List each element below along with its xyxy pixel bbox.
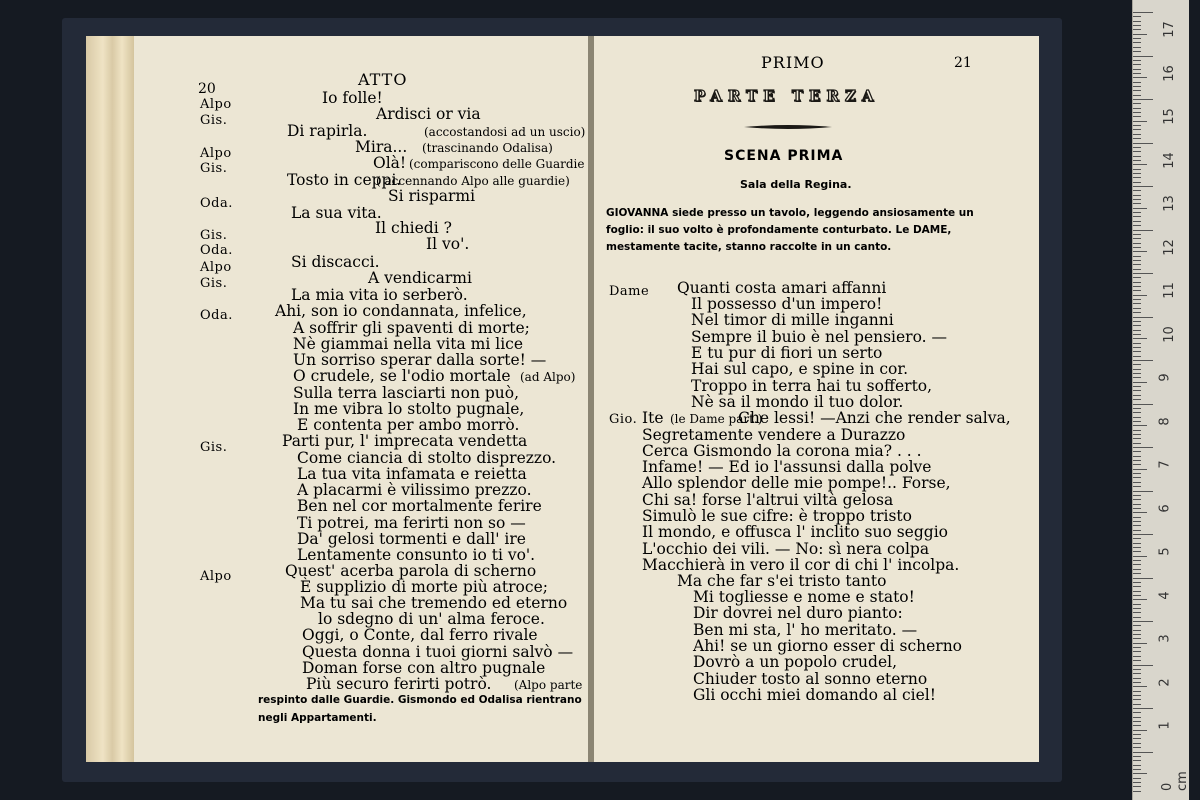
ruler-tick [1133, 330, 1141, 331]
ruler-tick [1133, 112, 1141, 113]
ruler-tick [1133, 486, 1141, 487]
scene-setting: Sala della Regina. [740, 178, 852, 191]
left-page-number: 20 [198, 81, 216, 97]
ruler-tick [1133, 425, 1147, 426]
verse-line: Ma tu sai che tremendo ed eterno [300, 594, 568, 612]
verse-line: Doman forse con altro pugnale [302, 659, 546, 677]
verse-line: Nè giammai nella vita mi lice [293, 335, 524, 353]
ruler-tick [1133, 299, 1141, 300]
ruler-tick [1133, 447, 1153, 448]
verse-line: L'occhio dei vili. — No: sì nera colpa [642, 540, 930, 558]
ruler-number: 6 [1157, 503, 1173, 513]
ruler-tick [1133, 260, 1141, 261]
scene-title: SCENA PRIMA [724, 148, 844, 164]
verse-line: Ben nel cor mortalmente ferire [297, 497, 542, 515]
verse-line: Infame! — Ed io l'assunsi dalla polve [642, 458, 932, 476]
ruler-tick [1133, 125, 1141, 126]
ruler-tick [1133, 469, 1147, 470]
ruler-tick [1133, 691, 1141, 692]
verse-line: Che lessi! —Anzi che render salva, [738, 409, 1011, 427]
ruler-tick [1133, 721, 1141, 722]
ruler-tick [1133, 421, 1141, 422]
ruler-tick [1133, 212, 1141, 213]
ruler-tick [1133, 286, 1141, 287]
ruler-tick [1133, 769, 1141, 770]
ruler-tick [1133, 90, 1141, 91]
ruler-tick [1133, 747, 1141, 748]
ruler-number: 9 [1157, 373, 1173, 382]
ruler-tick [1133, 151, 1141, 152]
ruler-tick [1133, 464, 1141, 465]
ruler-tick [1133, 773, 1147, 774]
ruler-tick [1133, 51, 1141, 52]
verse-line: Tosto in ceppi. [287, 171, 402, 189]
ruler-tick [1133, 42, 1141, 43]
ruler-tick [1133, 325, 1141, 326]
ruler-tick [1133, 669, 1141, 670]
ruler-number: 8 [1157, 416, 1173, 426]
ruler-tick [1133, 269, 1141, 270]
ruler-tick [1133, 530, 1141, 531]
ruler-tick [1133, 443, 1141, 444]
ruler-tick [1133, 338, 1147, 339]
measuring-ruler [1132, 0, 1189, 800]
ruler-tick [1133, 612, 1141, 613]
ruler-tick [1133, 752, 1153, 753]
verse-line: Ti potrei, ma ferirti non so — [297, 514, 526, 532]
ruler-tick [1133, 69, 1141, 70]
ruler-tick [1133, 665, 1153, 666]
ruler-tick [1133, 512, 1147, 513]
ruler-tick [1133, 643, 1147, 644]
stage-direction: (compariscono delle Guardie [409, 157, 585, 171]
ruler-tick [1133, 334, 1141, 335]
ruler-tick [1133, 134, 1141, 135]
ruler-tick [1133, 186, 1153, 187]
verse-line: Nè sa il mondo il tuo dolor. [691, 393, 904, 411]
verse-line: Sulla terra lasciarti non può, [293, 384, 520, 402]
ruler-number: 15 [1161, 108, 1177, 125]
verse-line: Parti pur, l' imprecata vendetta [282, 432, 528, 450]
verse-line: O crudele, se l'odio mortale [293, 367, 511, 385]
ruler-tick [1133, 451, 1141, 452]
verse-line: Hai sul capo, e spine in cor. [691, 360, 909, 378]
ornament-rule [742, 122, 834, 132]
verse-line: Allo splendor delle mie pompe!.. Forse, [642, 474, 951, 492]
ruler-tick [1133, 347, 1141, 348]
ruler-tick [1133, 647, 1141, 648]
verse-line: Simulò le sue cifre: è troppo tristo [642, 507, 912, 525]
ruler-tick [1133, 364, 1141, 365]
ruler-number: 14 [1161, 151, 1177, 169]
ruler-tick [1133, 164, 1147, 165]
verse-line: Un sorriso sperar dalla sorte! — [293, 351, 547, 369]
ruler-tick [1133, 360, 1153, 361]
verse-line: Gli occhi miei domando al ciel! [693, 686, 936, 704]
speaker-label: Gis. [200, 228, 228, 243]
ruler-tick [1133, 456, 1141, 457]
speaker-label: Oda. [200, 308, 233, 323]
ruler-tick [1133, 121, 1147, 122]
ruler-tick [1133, 12, 1153, 13]
ruler-tick [1133, 408, 1141, 409]
ruler-tick [1133, 247, 1141, 248]
ruler-tick [1133, 699, 1141, 700]
ruler-tick [1133, 277, 1141, 278]
ruler-tick [1133, 599, 1147, 600]
verse-line: Il possesso d'un impero! [691, 295, 883, 313]
ruler-tick [1133, 77, 1147, 78]
ruler-tick [1133, 491, 1153, 492]
ruler-tick [1133, 399, 1141, 400]
ruler-tick [1133, 395, 1141, 396]
verse-line: La mia vita io serberò. [291, 286, 468, 304]
verse-line: La tua vita infamata e reietta [297, 465, 527, 483]
ruler-tick [1133, 460, 1141, 461]
ruler-tick [1133, 695, 1141, 696]
verse-line: Il chiedi ? [375, 219, 452, 237]
speaker-label: Gis. [200, 113, 228, 128]
ruler-tick [1133, 29, 1141, 30]
ruler-tick [1133, 216, 1141, 217]
ruler-tick [1133, 156, 1141, 157]
ruler-tick [1133, 438, 1141, 439]
ruler-tick [1133, 230, 1153, 231]
stage-direction: ( accennando Alpo alle guardie) [376, 174, 570, 188]
ruler-tick [1133, 560, 1141, 561]
ruler-tick [1133, 495, 1141, 496]
ruler-tick [1133, 251, 1147, 252]
ruler-tick [1133, 373, 1141, 374]
verse-line: Mi togliesse e nome e stato! [693, 588, 915, 606]
ruler-tick [1133, 551, 1141, 552]
ruler-tick [1133, 717, 1141, 718]
ruler-tick [1133, 547, 1141, 548]
ruler-tick [1133, 578, 1153, 579]
verse-line: A placarmi è vilissimo prezzo. [297, 481, 532, 499]
ruler-tick [1133, 99, 1153, 100]
right-page-number: 21 [954, 55, 972, 71]
ruler-tick [1133, 682, 1141, 683]
speaker-label: Alpo [200, 569, 232, 584]
ruler-tick [1133, 64, 1141, 65]
ruler-tick [1133, 321, 1141, 322]
part-title: PARTE TERZA [694, 87, 880, 105]
ruler-tick [1133, 678, 1141, 679]
ruler-tick [1133, 143, 1153, 144]
gio-ite: Ite [642, 409, 664, 427]
ruler-tick [1133, 21, 1141, 22]
ruler-tick [1133, 56, 1153, 57]
ruler-tick [1133, 82, 1141, 83]
verse-line: Chiuder tosto al sonno eterno [693, 670, 928, 688]
speaker-label: Dame [609, 284, 650, 299]
speaker-label: Gis. [200, 276, 228, 291]
ruler-tick [1133, 273, 1153, 274]
scene-description-3: mestamente tacite, stanno raccolte in un canto. [606, 241, 892, 253]
verse-line: È supplizio di morte più atroce; [300, 578, 548, 596]
ruler-tick [1133, 290, 1141, 291]
ruler-tick [1133, 791, 1141, 792]
right-running-head: PRIMO [761, 53, 825, 72]
scene-description-2: foglio: il suo volto è profondamente conturbato. Le DAME, [606, 224, 952, 236]
ruler-tick [1133, 564, 1141, 565]
ruler-tick [1133, 129, 1141, 130]
ruler-tick [1133, 582, 1141, 583]
verse-line: Sempre il buio è nel pensiero. — [691, 328, 948, 346]
ruler-number: 0 cm [1160, 770, 1190, 791]
ruler-tick [1133, 221, 1141, 222]
ruler-tick [1133, 225, 1141, 226]
ruler-tick [1133, 517, 1141, 518]
verse-line: Il mondo, e offusca l' inclito suo seggio [642, 523, 948, 541]
verse-line: Troppo in terra hai tu sofferto, [691, 377, 933, 395]
verse-line: Io folle! [322, 89, 383, 107]
ruler-tick [1133, 369, 1141, 370]
ruler-tick [1133, 604, 1141, 605]
speaker-label: Gis. [200, 161, 228, 176]
verse-line: Olà! [373, 154, 407, 172]
stage-direction: (trascinando Odalisa) [422, 141, 553, 155]
ruler-tick [1133, 312, 1141, 313]
ruler-tick [1133, 95, 1141, 96]
ruler-tick [1133, 504, 1141, 505]
ruler-tick [1133, 86, 1141, 87]
ruler-tick [1133, 147, 1141, 148]
ruler-tick [1133, 317, 1153, 318]
ruler-tick [1133, 543, 1141, 544]
ruler-tick [1133, 382, 1147, 383]
ruler-tick [1133, 203, 1141, 204]
ruler-tick [1133, 765, 1141, 766]
ruler-tick [1133, 377, 1141, 378]
ruler-tick [1133, 386, 1141, 387]
ruler-tick [1133, 673, 1141, 674]
ruler-tick [1133, 308, 1141, 309]
verse-line: Segretamente vendere a Durazzo [642, 426, 906, 444]
verse-line: Macchierà in vero il cor di chi l' incolpa. [642, 556, 960, 574]
ruler-tick [1133, 634, 1141, 635]
ruler-tick [1133, 25, 1141, 26]
verse-line: Come ciancia di stolto disprezzo. [297, 449, 557, 467]
ruler-tick [1133, 725, 1141, 726]
verse-line: Lentamente consunto io ti vo'. [297, 546, 536, 564]
ruler-tick [1133, 238, 1141, 239]
verse-line: A vendicarmi [368, 269, 472, 287]
ruler-tick [1133, 404, 1153, 405]
speaker-label: Alpo [200, 260, 232, 275]
ruler-tick [1133, 108, 1141, 109]
left-running-head: ATTO [358, 70, 408, 89]
ruler-tick [1133, 778, 1141, 779]
ruler-tick [1133, 199, 1141, 200]
ruler-tick [1133, 477, 1141, 478]
ruler-tick [1133, 73, 1141, 74]
speaker-label: Gio. [609, 412, 638, 427]
verse-line: Oggi, o Conte, dal ferro rivale [302, 626, 538, 644]
ruler-tick [1133, 303, 1141, 304]
verse-line: Dovrò a un popolo crudel, [693, 653, 898, 671]
ruler-tick [1133, 556, 1147, 557]
verse-line: E contenta per ambo morrò. [297, 416, 520, 434]
ruler-tick [1133, 660, 1141, 661]
ruler-tick [1133, 499, 1141, 500]
verse-line: Cerca Gismondo la corona mia? . . . [642, 442, 922, 460]
ruler-tick [1133, 16, 1141, 17]
verse-line: Questa donna i tuoi giorni salvò — [302, 643, 574, 661]
verse-line: Si risparmi [388, 187, 476, 205]
verse-line: Ahi, son io condannata, infelice, [275, 302, 527, 320]
ruler-tick [1133, 756, 1141, 757]
verse-line: Nel timor di mille inganni [691, 311, 894, 329]
ruler-tick [1133, 47, 1141, 48]
ruler-tick [1133, 730, 1147, 731]
stage-direction: (Alpo parte [514, 678, 583, 692]
speaker-label: Gis. [200, 440, 228, 455]
verse-line: Quest' acerba parola di scherno [285, 562, 537, 580]
ruler-tick [1133, 116, 1141, 117]
ruler-number: 2 [1157, 677, 1173, 687]
ruler-number: 4 [1157, 590, 1173, 600]
ruler-number: 11 [1161, 282, 1177, 299]
verse-line: Di rapirla. [287, 122, 368, 140]
ruler-tick [1133, 708, 1153, 709]
ruler-tick [1133, 60, 1141, 61]
verse-line: lo sdegno di un' alma feroce. [318, 610, 545, 628]
verse-line: A soffrir gli spaventi di morte; [293, 319, 530, 337]
ruler-tick [1133, 243, 1141, 244]
ruler-tick [1133, 734, 1141, 735]
ruler-tick [1133, 264, 1141, 265]
ruler-tick [1133, 138, 1141, 139]
ruler-tick [1133, 169, 1141, 170]
verse-line: Ardisci or via [376, 105, 481, 123]
ruler-tick [1133, 177, 1141, 178]
verse-line: Quanti costa amari affanni [677, 279, 887, 297]
stage-direction: (accostandosi ad un uscio) [424, 125, 586, 139]
ruler-tick [1133, 538, 1141, 539]
ruler-tick [1133, 525, 1141, 526]
ruler-tick [1133, 625, 1141, 626]
ruler-tick [1133, 343, 1141, 344]
ruler-tick [1133, 569, 1141, 570]
verse-line: Il vo'. [426, 235, 470, 253]
ruler-tick [1133, 743, 1141, 744]
verse-line: La sua vita. [291, 204, 382, 222]
ruler-tick [1133, 173, 1141, 174]
ruler-tick [1133, 195, 1141, 196]
ruler-number: 17 [1161, 21, 1177, 38]
verse-line: Si discacci. [291, 253, 380, 271]
ruler-tick [1133, 738, 1141, 739]
verse-line: Dir dovrei nel duro pianto: [693, 604, 903, 622]
ruler-tick [1133, 182, 1141, 183]
verse-line: Da' gelosi tormenti e dall' ire [297, 530, 526, 548]
gio-stage-direction: (le Dame part.) [670, 412, 763, 426]
ruler-tick [1133, 656, 1141, 657]
ruler-tick [1133, 430, 1141, 431]
ruler-tick [1133, 103, 1141, 104]
ruler-number: 3 [1157, 634, 1173, 643]
page-edges [86, 36, 134, 762]
ruler-tick [1133, 630, 1141, 631]
ruler-tick [1133, 786, 1141, 787]
ruler-tick [1133, 608, 1141, 609]
ruler-number: 5 [1157, 547, 1173, 556]
verse-line: Ma che far s'ei tristo tanto [677, 572, 887, 590]
verse-line: Mira... [355, 138, 408, 156]
stage-direction: (ad Alpo) [520, 370, 576, 384]
ruler-tick [1133, 712, 1141, 713]
ruler-tick [1133, 638, 1141, 639]
speaker-label: Oda. [200, 196, 233, 211]
verse-line: Più securo ferirti potrò. [306, 675, 492, 693]
ruler-tick [1133, 621, 1153, 622]
ruler-number: 1 [1157, 721, 1173, 730]
verse-line: Ahi! se un giorno esser di scherno [693, 637, 963, 655]
ruler-tick [1133, 412, 1141, 413]
ruler-number: 12 [1161, 238, 1177, 256]
ruler-tick [1133, 482, 1141, 483]
verse-line: In me vibra lo stolto pugnale, [293, 400, 525, 418]
closing-stage-direction: respinto dalle Guardie. Gismondo ed Odalisa rientrano [258, 694, 582, 706]
ruler-tick [1133, 782, 1141, 783]
verse-line: Chi sa! forse l'altrui viltà gelosa [642, 491, 894, 509]
ruler-tick [1133, 190, 1141, 191]
ruler-tick [1133, 208, 1147, 209]
speaker-label: Alpo [200, 146, 232, 161]
ruler-tick [1133, 586, 1141, 587]
ruler-tick [1133, 295, 1147, 296]
ruler-tick [1133, 521, 1141, 522]
closing-stage-direction: negli Appartamenti. [258, 712, 377, 724]
ruler-tick [1133, 356, 1141, 357]
ruler-tick [1133, 704, 1141, 705]
ruler-tick [1133, 760, 1141, 761]
ruler-tick [1133, 651, 1141, 652]
ruler-tick [1133, 591, 1141, 592]
verse-line: E tu pur di fiori un serto [691, 344, 883, 362]
ruler-tick [1133, 282, 1141, 283]
ruler-tick [1133, 417, 1141, 418]
ruler-tick [1133, 595, 1141, 596]
ruler-tick [1133, 390, 1141, 391]
ruler-number: 10 [1161, 325, 1177, 343]
scene-description-1: GIOVANNA siede presso un tavolo, leggendo ansiosamente un [606, 207, 974, 219]
ruler-tick [1133, 351, 1141, 352]
ruler-number: 13 [1161, 195, 1177, 212]
ruler-tick [1133, 38, 1141, 39]
ruler-number: 16 [1161, 64, 1177, 82]
speaker-label: Alpo [200, 97, 232, 112]
ruler-tick [1133, 160, 1141, 161]
ruler-tick [1133, 256, 1141, 257]
ruler-tick [1133, 534, 1153, 535]
ruler-tick [1133, 508, 1141, 509]
ruler-tick [1133, 617, 1141, 618]
ruler-tick [1133, 234, 1141, 235]
ruler-number: 7 [1157, 460, 1173, 469]
ruler-tick [1133, 573, 1141, 574]
ruler-tick [1133, 34, 1147, 35]
ruler-tick [1133, 434, 1141, 435]
speaker-label: Oda. [200, 243, 233, 258]
ruler-tick [1133, 686, 1147, 687]
ruler-tick [1133, 473, 1141, 474]
verse-line: Ben mi sta, l' ho meritato. — [693, 621, 918, 639]
